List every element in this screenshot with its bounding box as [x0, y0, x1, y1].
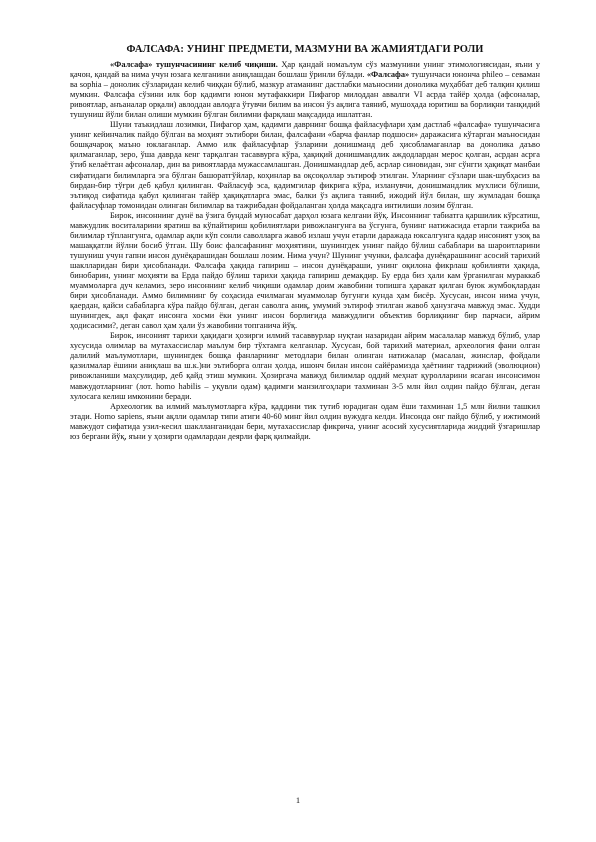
paragraph-1 — [70, 60, 540, 120]
section-heading: «Фалсафа» тушунчасининг келиб чиқиши. — [110, 60, 278, 69]
page-number: 1 — [295, 795, 301, 805]
paragraph-3: Бирок, инсоннинг дунё ва ўзига бундай муносабат дарҳол юзага келгани йўқ. Инсоннинг табиатга қаршилик кўрсатиш, мавжудлик воситаларини яратиш ва кўпайтириш қобилиятлари ривожлангунга ва ўсгунга, бунинг натижасида етарли тажриба ва билимлар тўплангунга, одамлар ақли кўп сонли саволларга жавоб излаш учун етарли даражада юксалгунга қадар инсоният узоқ ва машаққатли йўлни босиб ўтган. Шу боис фалсафанинг моҳиятини, шунингдек унинг пайдо бўлиш сабаблари ва шароитларини тушуниш учун гапни инсон дунёқарашидан бошлаш лозим. Нима учун? Шунинг учунки, фалсафа дунёқарашнинг асосий тарихий шаклларидан бири ҳисобланади. Фалсафа ҳақида гапириш – инсон дунёқараши, унинг оқилона фикрлаш қобилияти ҳақида, бинобарин, унинг моҳияти ва Ерда пайдо бўлиш тарихи ҳақида гапириш демакдир. Бу ерда биз ҳали кам ўрганилган мураккаб муаммоларга дуч келамиз, зеро инсоннинг келиб чиқиши одамлар доим жавобини топишга ҳаракат қилган буюк жумбоқлардан бири ҳисобланади. Аммо билимнинг бу соҳасида ечилмаган муаммолар бугунги кунда ҳам бисёр. Хусусан, инсон нима учун, қаердан, қайси сабабларга кўра пайдо бўлган, деган саволга аниқ, умумий эътироф этилган жавоб ҳанузгача мавжуд эмас. Худди шунингдек, ақл фақат инсонга хосми ёки унинг инсон борлиғида мавжудлиги объектив борлиқнинг бир парчаси, айрим ҳодисасими?, деган савол ҳам ҳали ўз жавобини топганича йўқ. — [70, 210, 540, 331]
document-body — [70, 60, 540, 442]
page-title: ФАЛСАФА: УНИНГ ПРЕДМЕТИ, МАЗМУНИ ВА ЖАМИЯТДАГИ РОЛИ — [126, 44, 484, 55]
paragraph-1-text-a: Ҳар қандай номаълум сўз мазмунини унинг этимологиясидан, яъни у қачон, қандай ва нима учун юзага келганини аниқлашдан бошлаш ўринли бўлади. — [70, 60, 540, 80]
paragraph-4: Бирок, инсоният тарихи ҳақидаги ҳозирги илмий тасаввурлар нуқтаи назаридан айрим масалалар мавжуд бўлиб, улар хусусида олимлар ва мутахассислар маълум бир тўхтамга келганлар. Хусусан, бой тарихий материал, археология фани олган далилий маълумотлари, шунингдек бошқа фанларнинг методлари билан олинган натижалар (масалан, жинслар, фойдали қазилмалар ёшини аниқлаш ва ш.к.)ни эътиборга олган ҳолда, ишонч билан инсон сайёрамизда ҳаётнинг тадрижий (эволюцион) ривожланиши маҳсулидир, деб қайд этиш мумкин. Ҳозиргача мавжуд билимлар оддий меҳнат қуролларини ясаган инсонсимон мавжудотларнинг (лот. homo habilis – уқувли одам) қадимги манзилгоҳлари тахминан 3-5 млн йил олдин пайдо бўлган, деган хулосага келиш имконини беради. — [70, 331, 540, 401]
term-falsafa: «Фалсафа» — [366, 70, 410, 80]
paragraph-2: Шуни таъкидлаш лозимки, Пифагор ҳам, қадимги даврнинг бошқа файласуфлари ҳам дастлаб «фалсафа» тушунчасига унинг кейинчалик пайдо бўлган ва моҳият эътибори билан, фалсафани «барча фанлар подшоси» даражасига кўтарган маъносидан бошқачароқ маъно юклаганлар. Аммо илк файласуфлар ўзларини донишманд деб ҳисобламаганлар ва донолика даъво қилмаганлар, зеро, ўша даврда кенг тарқалган тасаввурга кўра, ҳақиқий донишмандлик аждодлардан мерос қолган, асрдан асрга ўтиб келаётган афсоналар, дин ва ривоятларда мужассамлашган. Донишмандлар деб, асрлар синовидан, энг сўнгги ҳақиқат манбаи сифатидаги билимларга эга бўлган башоратгўйлар, коҳинлар ва оқсоқоллар эътироф этилган. Уларнинг сўзлари шак-шубҳасиз ва бирдан-бир тўғри деб қабул қилинган. Файласуф эса, қадимгилар фикрига кўра, изланувчи, донишмандлик мухлиси бўлиши, эътиқод сифатида қабул қилинган тайёр ҳақиқатларга эмас, балки ўз ақлига таяниб, ижодий йўл билан, шу жумладан бошқа файласуфлар томонидан олинган билимлар ва тажрибадан фойдаланган ҳолда мақсадга интилиши лозим бўлган. — [70, 120, 540, 210]
paragraph-5: Археологик ва илмий маълумотларга кўра, қаддини тик тутиб юрадиган одам ёши тахминан 1,5 млн йилни ташкил этади. Homo sapiens, яъни ақлли одамлар типи атиги 40-60 минг йил олдин вужудга келди. Инсонда онг пайдо бўлиб, у ижтимоий мавжудот сифатида узил-кесил шаклланганидан бери, мутахассислар фикрича, унинг асосий хусусиятларида жиддий ўзгаришлар юз бергани йўқ, яъни у ҳозирги одамлардан деярли фарқ қилмайди. — [70, 401, 540, 441]
paragraph-1-text-b: тушунчаси юнонча phileo – севаман ва sophia – донолик сўзларидан келиб чиққан бўлиб, мазкур атаманинг дастлабки маъносини донолика муҳаббат деб талқин қилиш мумкин. Фалсафа сўзини илк бор қадимги юнон мутафаккири Пифагор милоддан аввалги VI асрда тайёр ҳолда (афсоналар, ривоятлар, анъаналар орқали) авлоддан авлодга ўтувчи билим ва инсон ўз ақлига таяниб, мушоҳада юритиш ва борлиқни танқидий тушуниш йўли билан олиши мумкин бўлган билимни фарқлаш мақсадида ишлатган. — [70, 70, 541, 120]
